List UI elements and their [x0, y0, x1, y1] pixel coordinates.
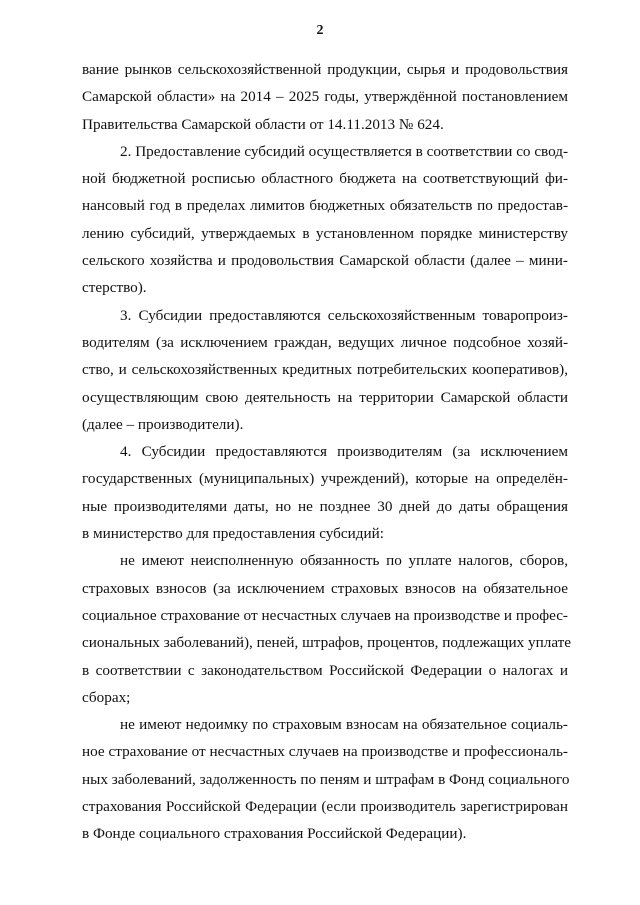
text-line: 3. Субсидии предоставляются сельскохозяйственным товаропроиз- [120, 306, 568, 324]
text-line: в министерство для предоставления субсидий: [82, 525, 384, 543]
text-line: 4. Субсидии предоставляются производителям (за исключением [120, 443, 568, 461]
text-line: водителям (за исключением граждан, ведущих личное подсобное хозяй- [82, 333, 568, 351]
text-line: сиональных заболеваний), пеней, штрафов, процентов, подлежащих уплате [82, 634, 572, 652]
document-body [82, 56, 572, 848]
text-line: лению субсидий, утверждаемых в установленном порядке министерству [82, 224, 568, 242]
text-line: не имеют неисполненную обязанность по уплате налогов, сборов, [120, 552, 568, 570]
text-line: 2. Предоставление субсидий осуществляется в соответствии со свод- [120, 142, 569, 160]
text-line: в соответствии с законодательством Российской Федерации о налогах и [82, 661, 568, 679]
paragraph [82, 56, 568, 138]
text-line: ных заболеваний, задолженность по пеням и штрафам в Фонд социального [82, 770, 570, 788]
text-line: (далее – производители). [82, 415, 244, 433]
text-line: ство, и сельскохозяйственных кредитных потребительских кооперативов), [82, 361, 568, 379]
text-line: государственных (муниципальных) учреждений), которые на определён- [82, 470, 568, 488]
text-line: осуществляющим свою деятельность на территории Самарской области [82, 388, 568, 406]
text-line: стерство). [82, 279, 147, 297]
text-line: в Фонде социального страхования Российской Федерации). [82, 825, 467, 843]
text-line: сельского хозяйства и продовольствия Самарской области (далее – мини- [82, 252, 568, 270]
text-line: страхования Российской Федерации (если производитель зарегистрирован [82, 798, 568, 816]
paragraph [82, 547, 572, 711]
paragraph [82, 302, 568, 438]
text-line: сборах; [82, 688, 131, 706]
text-line: Самарской области» на 2014 – 2025 годы, утверждённой постановлением [82, 88, 568, 106]
page-number: 2 [316, 23, 324, 38]
text-line: ные производителями даты, но не позднее 30 дней до даты обращения [82, 497, 568, 515]
paragraph [82, 438, 568, 547]
paragraph [82, 138, 568, 302]
paragraph [82, 711, 568, 847]
text-line: не имеют недоимку по страховым взносам на обязательное социаль- [120, 716, 568, 734]
text-line: ной бюджетной росписью областного бюджета на соответствующий фи- [82, 170, 568, 188]
text-line: Правительства Самарской области от 14.11.2013 № 624. [82, 115, 444, 133]
text-line: социальное страхование от несчастных случаев на производстве и профес- [82, 606, 568, 624]
text-line: страховых взносов (за исключением страховых взносов на обязательное [82, 579, 568, 597]
text-line: нансовый год в пределах лимитов бюджетных обязательств по предостав- [82, 197, 568, 215]
text-line: ное страхование от несчастных случаев на производстве и профессиональ- [82, 743, 568, 761]
text-line: вание рынков сельскохозяйственной продукции, сырья и продовольствия [82, 61, 568, 78]
